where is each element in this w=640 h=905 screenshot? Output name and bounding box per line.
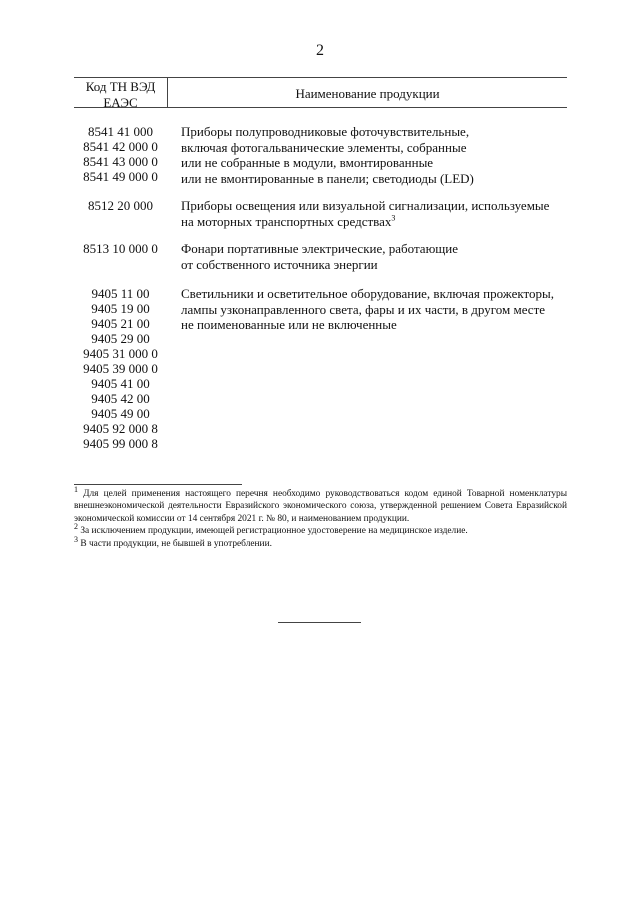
header-code-line-2: ЕАЭС [103, 95, 138, 110]
table-top-rule [74, 77, 567, 78]
name-line: или не вмонтированные в панели; светодиоды (LED) [181, 170, 474, 186]
footnote-mark: 1 [74, 484, 78, 494]
name-line: Приборы полупроводниковые фоточувствительные, [181, 124, 470, 139]
code: 8541 42 000 0 [83, 139, 158, 154]
name-line: Светильники и осветительное оборудование, включая прожекторы, [181, 286, 554, 301]
name-line: включая фотогальванические элементы, собранные [181, 139, 467, 155]
row-3-codes [74, 241, 167, 256]
row-4-name [181, 286, 566, 333]
footnotes [74, 484, 567, 550]
code: 8512 20 000 [88, 198, 153, 213]
row-1-codes [74, 124, 167, 184]
row-4-codes [74, 286, 167, 451]
footnote-text: Для целей применения настоящего перечня необходимо руководствоваться кодом единой Товарной номенклатуры внешнеэкономической деятельности Евразийского экономического союза, утвержденной решением Совета Евразийской экономической комиссии от 14 сентября 2021 г. № 80, и наименованием продукции. [74, 489, 567, 524]
header-name: Наименование продукции [295, 86, 440, 101]
footnote-ref: 3 [391, 213, 396, 223]
code: 9405 29 00 [91, 331, 150, 346]
row-2-codes [74, 198, 167, 213]
footnote-text: В части продукции, не бывшей в употреблении. [80, 538, 272, 549]
header-code [74, 79, 167, 111]
footnote-2 [74, 522, 567, 537]
code: 9405 21 00 [91, 316, 150, 331]
footnote-mark: 3 [74, 534, 78, 544]
row-1-name [181, 124, 566, 186]
name-line: не поименованные или не включенные [181, 317, 397, 332]
code: 9405 41 00 [91, 376, 150, 391]
code: 9405 99 000 8 [83, 436, 158, 451]
footnote-separator [74, 484, 242, 485]
code: 9405 19 00 [91, 301, 150, 316]
code: 8541 49 000 0 [83, 169, 158, 184]
footnote-mark: 2 [74, 522, 78, 532]
name-line: от собственного источника энергии [181, 256, 378, 272]
name-line [181, 214, 566, 230]
code: 9405 42 00 [91, 391, 150, 406]
row-3-name [181, 241, 566, 272]
header-code-line-1: Код ТН ВЭД [85, 79, 156, 94]
page-number: 2 [316, 42, 324, 59]
code: 9405 39 000 0 [83, 361, 158, 376]
code: 8513 10 000 0 [83, 241, 158, 256]
code: 8541 43 000 0 [83, 154, 158, 169]
code: 9405 31 000 0 [83, 346, 158, 361]
footnote-text: За исключением продукции, имеющей регистрационное удостоверение на медицинское изделие. [80, 526, 468, 537]
row-2-name [181, 198, 566, 229]
code: 9405 92 000 8 [83, 421, 158, 436]
name-line: или не собранные в модули, вмонтированные [181, 155, 434, 170]
name-line: лампы узконаправленного света, фары и их части, в другом месте [181, 301, 546, 317]
name-line: Приборы освещения или визуальной сигнализации, используемые [181, 198, 550, 213]
end-of-document-rule [278, 622, 361, 623]
name-line: Фонари портативные электрические, работающие [181, 241, 459, 256]
footnote-1 [74, 484, 567, 525]
code: 9405 49 00 [91, 406, 150, 421]
code: 9405 11 00 [91, 286, 150, 301]
name-line-text: на моторных транспортных средствах [181, 213, 392, 229]
footnote-3 [74, 534, 567, 550]
code: 8541 41 000 [88, 124, 153, 139]
